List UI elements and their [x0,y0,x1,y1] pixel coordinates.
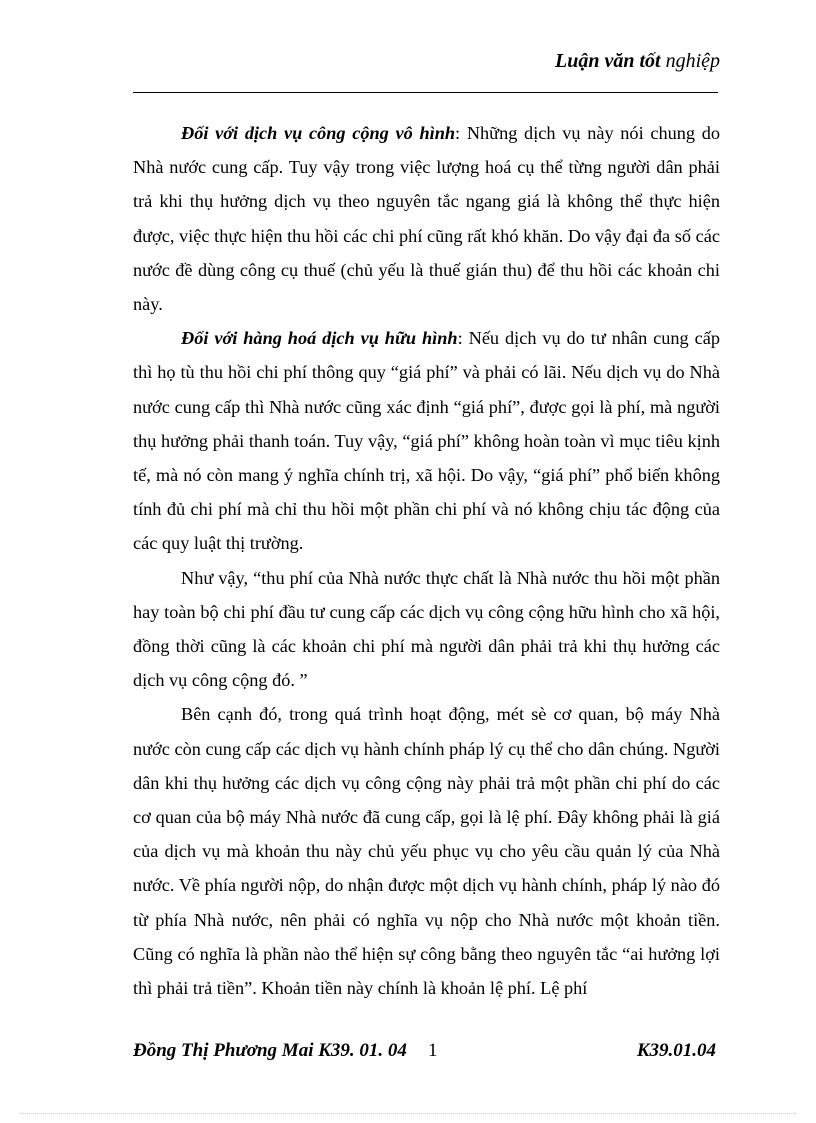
page-bottom-edge [20,1113,796,1114]
paragraph-text: Bên cạnh đó, trong quá trình hoạt động, mét sè cơ quan, bộ máy Nhà nước còn cung cấp các dịch vụ hành chính pháp lý cụ thể cho dân chúng. Người dân khi thụ hưởng các dịch vụ công cộng này phải trả một phần chi phí do các cơ quan của bộ máy Nhà nước đã cung cấp, gọi là lệ phí. Đây không phải là giá của dịch vụ mà khoản thu này chủ yếu phục vụ cho yêu cầu quản lý của Nhà nước. Về phía người nộp, do nhận được một dịch vụ hành chính, pháp lý nào đó từ phía Nhà nước, nên phải có nghĩa vụ nộp cho Nhà nước một khoản tiền. Cũng có nghĩa là phần nào thể hiện sự công bằng theo nguyên tắc “ai hưởng lợi thì phải trả tiền”. Khoản tiền này chính là khoản lệ phí. Lệ phí [133,704,720,999]
header-title-bold: Luận văn tốt [554,50,661,72]
paragraph-fee-definition [133,561,720,698]
footer-class-code: K39.01.04 [636,1040,716,1061]
paragraph-text: : Nếu dịch vụ do tư nhân cung cấp thì họ tù thu hồi chi phí thông quy “giá phí” và phải có lãi. Nếu dịch vụ do Nhà nước cung cấp thì Nhà nước cũng xác định “giá phí”, được gọi là phí, mà người thụ hưởng phải thanh toán. Tuy vậy, “giá phí” không hoàn toàn vì mục tiêu kịnh tế, mà nó còn mang ý nghĩa chính trị, xã hội. Do vậy, “giá phí” phổ biến không tính đủ chi phí mà chỉ thu hồi một phần chi phí và nó không chịu tác động của các quy luật thị trường. [133,328,720,554]
header-title-rest: nghiệp [660,50,720,72]
page-footer [133,1040,720,1068]
paragraph-lead: Đối với dịch vụ công cộng vô hình [181,123,456,143]
header-divider [133,92,718,93]
footer-author-code: Đồng Thị Phương Mai K39. 01. 04 [133,1040,407,1061]
paragraph-text: : Những dịch vụ này nói chung do Nhà nước cung cấp. Tuy vậy trong việc lượng hoá cụ thể từng người dân phải trả khi thụ hưởng dịch vụ theo nguyên tắc ngang giá là không thể thực hiện được, việc thực hiện thu hồi các chi phí cũng rất khó khăn. Do vậy đại đa số các nước đề dùng công cụ thuế (chủ yếu là thuế gián thu) để thu hồi các khoản chi này. [133,123,720,315]
document-body [133,116,720,1005]
paragraph-charges [133,697,720,1005]
paragraph-text: Như vậy, “thu phí của Nhà nước thực chất là Nhà nước thu hồi một phần hay toàn bộ chi phí đầu tư cung cấp các dịch vụ công cộng hữu hình cho xã hội, đồng thời cũng là các khoản chi phí mà người dân phải trả khi thụ hưởng các dịch vụ công cộng đó. ” [133,567,720,691]
paragraph-public-intangible-services [133,116,720,321]
paragraph-tangible-goods-services [133,321,720,560]
page-header-title [555,50,720,73]
paragraph-lead: Đối với hàng hoá dịch vụ hữu hình [181,328,458,349]
footer-page-number: 1 [428,1040,438,1061]
